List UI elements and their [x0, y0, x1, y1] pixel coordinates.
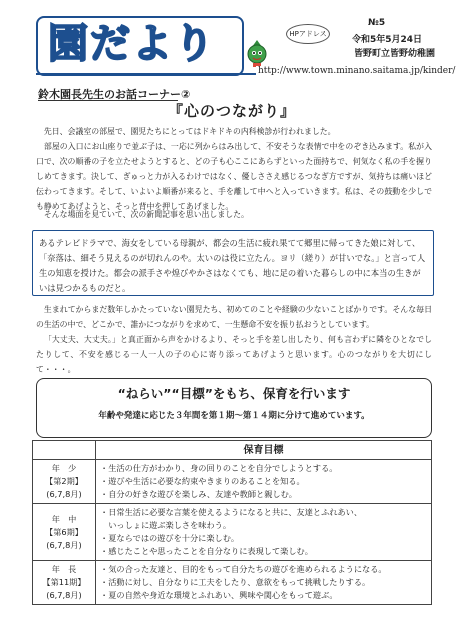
goal-item: ・気の合った友達と、目的をもって自分たちの遊びを進められるようになる。 [100, 564, 387, 574]
issue-date: 令和5年5月24日 [352, 35, 423, 45]
goals-heading: “ねらい”“目標”をもち、保育を行います [117, 386, 351, 401]
newsletter-title: 園だより [48, 21, 216, 67]
period-label: (6,7,8月) [46, 489, 82, 499]
goals-table [32, 440, 432, 605]
website-url[interactable]: http://www.town.minano.saitama.jp/kinder/ [258, 66, 456, 76]
goal-items [96, 561, 432, 605]
article-title: 『心のつながり』 [168, 102, 297, 120]
goal-item: いっしょに遊ぶ楽しさを味わう。 [100, 520, 232, 530]
issue-number: №5 [368, 18, 386, 28]
goal-item: ・感じたことや思ったことを自分なりに表現して楽しむ。 [100, 546, 313, 556]
grade-cell [33, 561, 96, 605]
grade-label: 年 中 [51, 513, 77, 524]
goal-item: ・夏ならではの遊びを十分に楽しむ。 [100, 533, 240, 543]
paragraph: 先日、会議室の部屋で、園児たちにとってはドキドキの内科検診が行われました。 [43, 127, 336, 136]
goals-subheading: 年齢や発達に応じた３年間を第１期～第１４期に分けて進めています。 [98, 411, 370, 421]
corner-heading: 鈴木園長先生のお話コーナー② [38, 88, 191, 101]
table-row [33, 561, 432, 605]
term-label: 【第6期】 [45, 526, 83, 537]
table-row [33, 504, 432, 561]
table-header-row [33, 441, 432, 460]
goal-item: ・遊びや生活に必要な約束やきまりのあることを知る。 [100, 476, 305, 486]
school-name: 皆野町立皆野幼稚園 [354, 49, 436, 59]
goal-item: ・夏の自然や身近な環境とふれあい、興味や関心をもって遊ぶ。 [100, 590, 338, 600]
goal-items [96, 460, 432, 504]
paragraph: 部屋の入口にお山座りで並ぶ子は、一応に列からはみ出して、不安そうな表情で中をのぞき込みます。私が入口で、次の順番の子を立たせようとすると、どの子も心ここにあらずといった面持ちで、何気なく私の手を握りしめてきます。決して、ぎゅっと力が入るわけではなく、優しささえ感じるつなぎ方ですが、気持ちは痛いほど伝わってきます。そして、いよいよ順番が来ると、手を離して中へと入っていきます。私は、その鼓動を少しでも静めてあげようと、そっと背中を押してあげました。 [36, 142, 432, 211]
goal-item: ・自分の好きな遊びを楽しみ、友達や教師と親しむ。 [100, 489, 297, 499]
table-header-blank [33, 441, 96, 460]
period-label: (6,7,8月) [46, 539, 82, 550]
paragraph: 生まれてからまだ数年しかたっていない園児たち、初めてのことや経験の少ないことばかりです。そんな毎日の生活の中で、どこかで、誰かにつながりを求めて、一生懸命不安を振り払おうとしています。 [36, 305, 432, 329]
grade-label: 年 少 [51, 463, 77, 473]
table-header: 保育目標 [96, 441, 432, 460]
paragraph: そんな場面を見ていて、次の新聞記事を思い出しました。 [43, 210, 249, 219]
corner-underline [38, 100, 178, 101]
period-label: (6,7,8月) [46, 590, 82, 600]
goal-item: ・活動に対し、自分なりに工夫をしたり、意欲をもって挑戦したりする。 [100, 577, 371, 587]
goal-item: ・生活の仕方がわかり、身の回りのことを自分でしようとする。 [100, 463, 338, 473]
quote-box: あるテレビドラマで、海女をしている母親が、都会の生活に疲れ果てて郷里に帰ってきた娘に対して、「奈落は、細そう見えるのが切れんのや。太いのは役に立たん。ヨリ（縒り）が甘いでな。」と言って人生の知恵を授けた。都会の派手さや煌びやかさはなくても、地に足の着いた暮らしの中に本当の生きがいは見つかるものだと。 [32, 230, 434, 296]
mascot-icon [244, 38, 270, 68]
goal-item: ・日常生活に必要な言葉を使えるようになると共に、友達とふれあい、 [100, 507, 363, 517]
paragraph: 「大丈夫、大丈夫。」と真正面から声をかけるより、そっと手を差し出したり、何も言わずに隣をひとなでしたりして、不安を感じる一人一人の子の心に寄り添ってあげようと思います。心のつながりを大切にして・・・。 [36, 335, 432, 374]
hp-address-bubble: HPアドレス [286, 24, 330, 44]
grade-label: 年 長 [51, 564, 77, 574]
table-row [33, 460, 432, 504]
term-label: 【第11期】 [42, 577, 86, 587]
grade-cell [33, 504, 96, 561]
term-label: 【第2期】 [45, 476, 83, 486]
grade-cell [33, 460, 96, 504]
goal-items [96, 504, 432, 561]
